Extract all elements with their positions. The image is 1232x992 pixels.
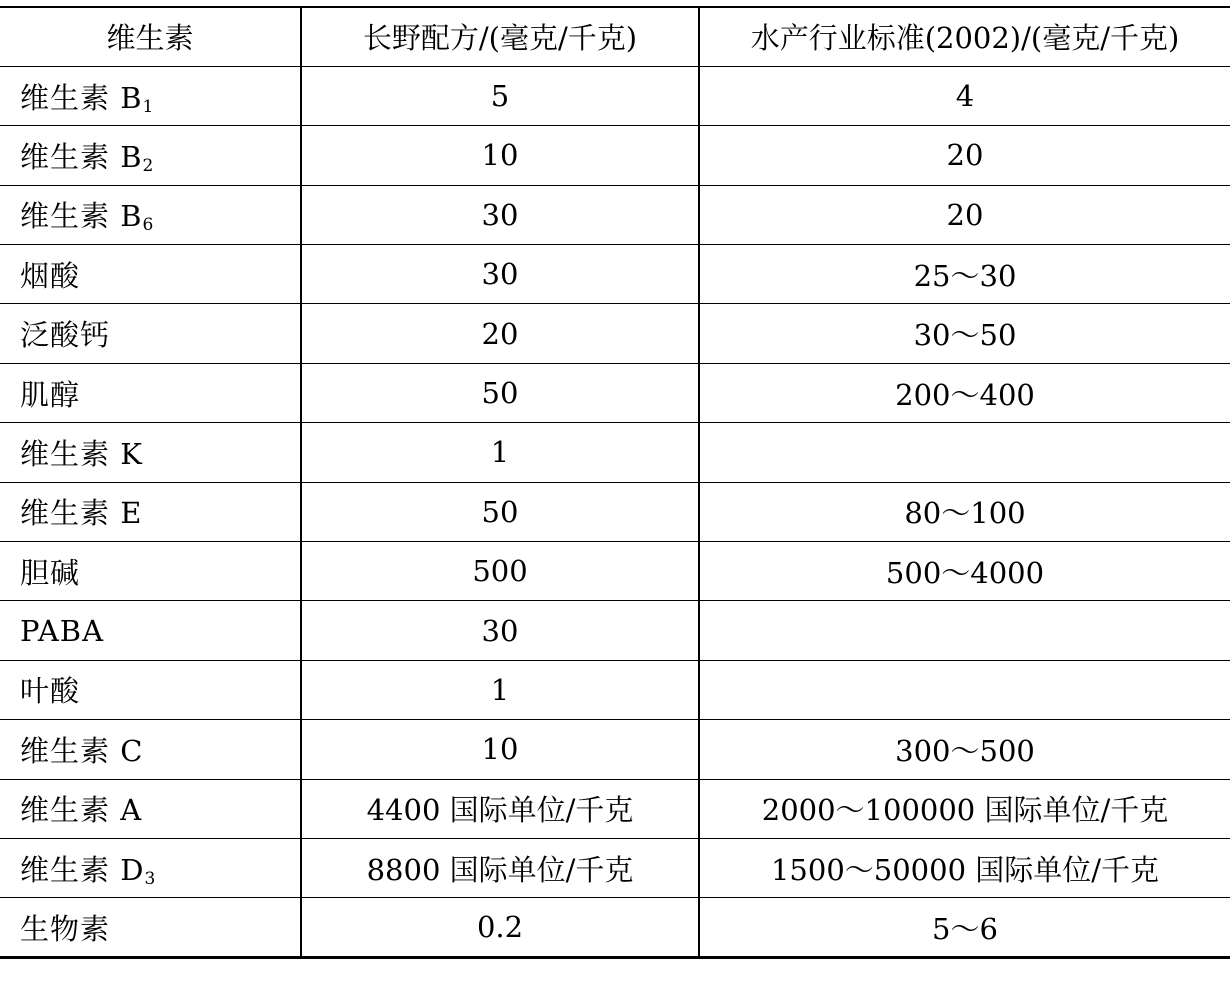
- standard-value: 4: [699, 66, 1230, 125]
- standard-value: 30～50: [699, 304, 1230, 363]
- table-row: [0, 482, 1230, 541]
- vitamin-name-cell: 维生素 C: [0, 720, 301, 779]
- changye-value: 1: [301, 423, 699, 482]
- table-row: [0, 66, 1230, 125]
- vitamin-name-cell: 泛酸钙: [0, 304, 301, 363]
- standard-value: 20: [699, 185, 1230, 244]
- standard-value: 2000～100000 国际单位/千克: [699, 779, 1230, 838]
- vitamin-name-cell: 维生素 K: [0, 423, 301, 482]
- vitamin-name-cell: 维生素 A: [0, 779, 301, 838]
- vitamin-name-cell: 生物素: [0, 898, 301, 957]
- changye-value: 4400 国际单位/千克: [301, 779, 699, 838]
- changye-value: 5: [301, 66, 699, 125]
- changye-value: 500: [301, 542, 699, 601]
- standard-value: 5～6: [699, 898, 1230, 957]
- changye-value: 1: [301, 660, 699, 719]
- standard-value: [699, 601, 1230, 660]
- vitamin-name-cell: 维生素 $B_6$: [0, 185, 301, 244]
- vitamin-name-cell: 维生素 $B_2$: [0, 126, 301, 185]
- table-row: [0, 185, 1230, 244]
- standard-value: 80～100: [699, 482, 1230, 541]
- standard-value: [699, 660, 1230, 719]
- standard-value: 500～4000: [699, 542, 1230, 601]
- table-row: [0, 779, 1230, 838]
- table-row: [0, 126, 1230, 185]
- changye-value: 8800 国际单位/千克: [301, 838, 699, 897]
- changye-value: 30: [301, 185, 699, 244]
- table-row: [0, 720, 1230, 779]
- changye-value: 30: [301, 601, 699, 660]
- changye-value: 20: [301, 304, 699, 363]
- vitamin-name-cell: PABA: [0, 601, 301, 660]
- table-row: [0, 601, 1230, 660]
- table-row: [0, 423, 1230, 482]
- header-changye-formula: 长野配方/(毫克/千克): [301, 7, 699, 66]
- header-vitamin: 维生素: [0, 7, 301, 66]
- table-row: [0, 245, 1230, 304]
- vitamin-name-cell: 维生素 $B_1$: [0, 66, 301, 125]
- standard-value: 25～30: [699, 245, 1230, 304]
- changye-value: 50: [301, 482, 699, 541]
- vitamin-name-cell: 烟酸: [0, 245, 301, 304]
- table-row: [0, 542, 1230, 601]
- changye-value: 10: [301, 720, 699, 779]
- vitamin-name-cell: 维生素 $D_3$: [0, 838, 301, 897]
- standard-value: 20: [699, 126, 1230, 185]
- subscript: 6: [142, 215, 154, 236]
- vitamin-name-cell: 胆碱: [0, 542, 301, 601]
- table-row: [0, 898, 1230, 957]
- subscript: 3: [144, 868, 156, 889]
- subscript: 2: [142, 155, 154, 176]
- changye-value: 30: [301, 245, 699, 304]
- table-row: [0, 838, 1230, 897]
- changye-value: 50: [301, 363, 699, 422]
- changye-value: 10: [301, 126, 699, 185]
- standard-value: 300～500: [699, 720, 1230, 779]
- standard-value: [699, 423, 1230, 482]
- header-industry-standard: 水产行业标准(2002)/(毫克/千克): [699, 7, 1230, 66]
- changye-value: 0.2: [301, 898, 699, 957]
- table-row: [0, 304, 1230, 363]
- header-row: [0, 7, 1230, 66]
- table-row: [0, 660, 1230, 719]
- subscript: 1: [142, 96, 154, 117]
- vitamin-name-cell: 肌醇: [0, 363, 301, 422]
- vitamin-table: [0, 6, 1230, 959]
- vitamin-name-cell: 叶酸: [0, 660, 301, 719]
- table-row: [0, 363, 1230, 422]
- vitamin-name-cell: 维生素 E: [0, 482, 301, 541]
- standard-value: 1500～50000 国际单位/千克: [699, 838, 1230, 897]
- standard-value: 200～400: [699, 363, 1230, 422]
